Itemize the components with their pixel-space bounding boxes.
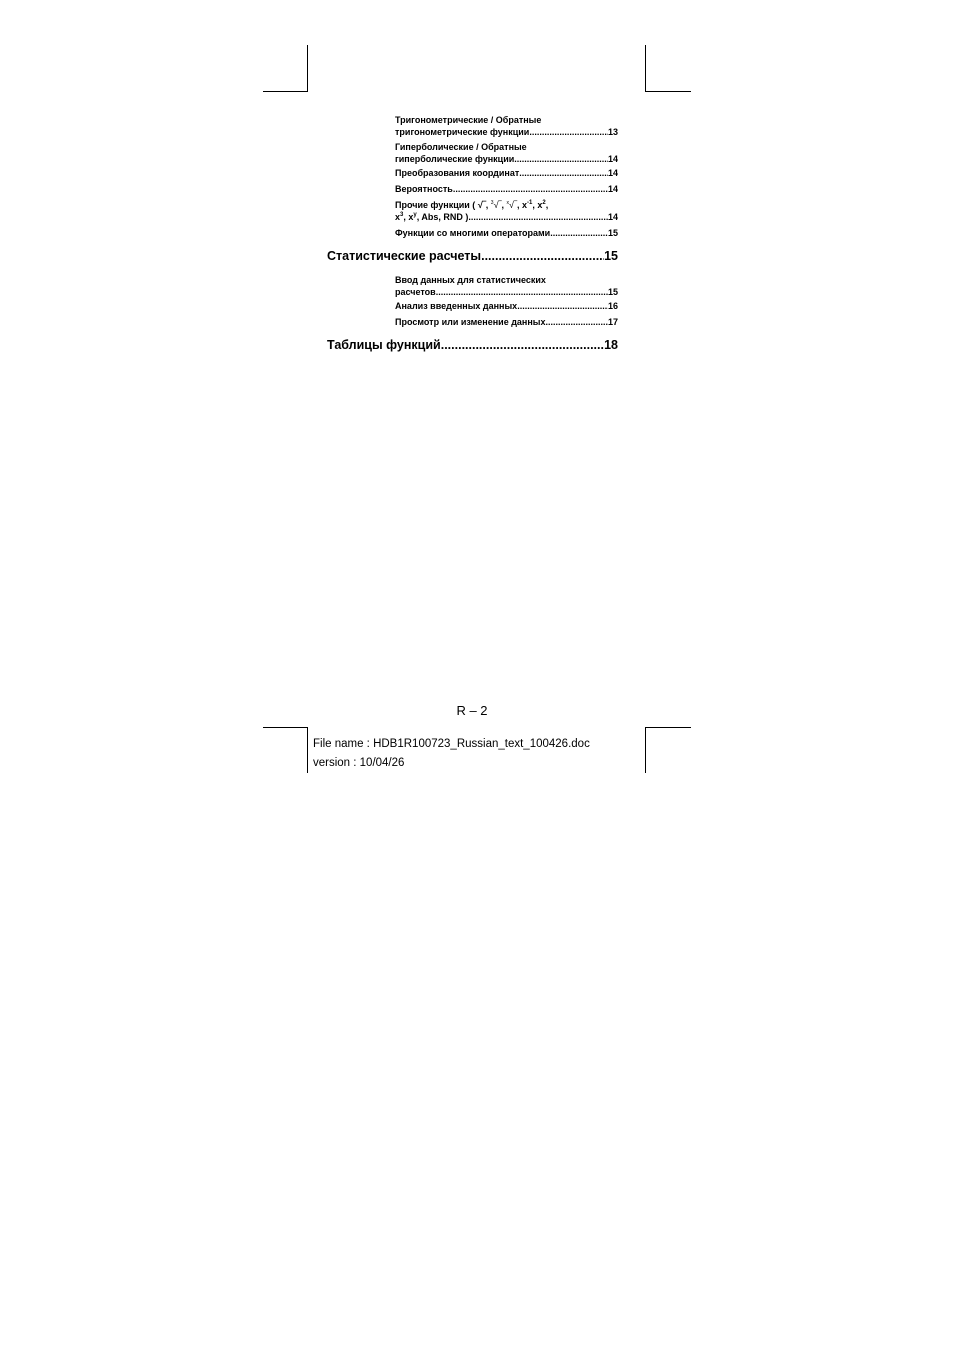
toc-entry-other-line1: Прочие функции ( √‾, $^3$√‾, $^x$√‾, $x^{-1}$, $x^2$, [395,200,549,210]
toc-entry-hyp-line2: гиперболические функции [395,154,515,164]
toc-entry-hyp-line1: Гиперболические / Обратные [395,142,527,152]
toc-entry-prob-page: 14 [607,184,618,194]
xsq-base: x [537,200,543,210]
toc-entry-trig [395,114,618,138]
toc-leader-dots [546,316,608,328]
toc-leader-dots [550,227,608,239]
toc-entry-prob [395,183,618,195]
xinv-exp: -1 [526,200,533,206]
xroot-symbol: √‾ [509,200,517,210]
toc-entry-view-page: 17 [607,317,618,327]
toc-entry-stat [327,248,618,264]
xpow-base: x [408,212,414,222]
toc-entry-tables-page: 18 [604,338,618,352]
toc-entry-input-line1: Ввод данных для статистических [395,275,546,285]
toc-leader-dots [517,300,608,312]
toc-entry-prob-text: Вероятность [395,184,453,194]
toc-entry-multi-text: Функции со многими операторами [395,228,551,238]
toc-entry-stat-page: 15 [604,249,618,263]
xsq-exp: 2 [542,200,546,206]
toc-entry-tables-text: Таблицы функций [327,338,441,352]
toc-leader-dots [529,126,608,138]
crop-mark-bottom-right-v [645,727,646,773]
toc-entry-multi [395,227,618,239]
toc-entry-coord-page: 14 [607,168,618,178]
toc-entry-other-page: 14 [607,212,618,222]
toc-entry-tables [327,337,618,353]
footer-version: version : 10/04/26 [313,757,405,769]
crop-mark-bottom-left-h [263,727,308,728]
toc-entry-stat-text: Статистические расчеты [327,249,482,263]
footer-filename: File name : HDB1R100723_Russian_text_100426.doc [313,738,590,750]
xcube-exp: 3 [400,212,404,218]
toc-entry-other-line2: $x^3$, $x^y$, Abs, RND ) [395,212,469,222]
toc-entry-trig-line2: тригонометрические функции [395,127,530,137]
toc-entry-coord [395,167,618,179]
toc-leader-dots [481,248,604,264]
xinv-base: x [521,200,527,210]
crop-mark-bottom-left-v [307,727,308,773]
toc-entry-trig-page: 13 [607,127,618,137]
toc-entry-multi-page: 15 [607,228,618,238]
toc-entry-input-line2: расчетов [395,287,436,297]
toc-entry-other-prefix: Прочие функции ( [395,200,476,210]
sqrt-symbol: √‾ [477,200,486,210]
table-of-contents [0,0,954,400]
xcube-base: x [395,212,401,222]
toc-entry-input-page: 15 [607,287,618,297]
toc-entry-analysis [395,300,618,312]
toc-entry-view [395,316,618,328]
toc-leader-dots [441,337,604,353]
toc-leader-dots [514,153,608,165]
toc-entry-analysis-page: 16 [607,301,618,311]
toc-leader-dots [519,167,608,179]
toc-leader-dots [453,183,608,195]
cbrt-index: 3 [490,200,494,206]
toc-entry-analysis-text: Анализ введенных данных [395,301,518,311]
toc-leader-dots [468,211,608,223]
toc-entry-hyp [395,141,618,165]
toc-entry-view-text: Просмотр или изменение данных [395,317,546,327]
xroot-index: x [506,200,510,206]
toc-entry-other [395,199,618,223]
toc-entry-other-tail: , Abs, RND ) [416,212,469,222]
toc-leader-dots [436,286,608,298]
toc-entry-input [395,274,618,298]
xpow-exp: y [413,212,417,218]
toc-entry-coord-text: Преобразования координат [395,168,520,178]
cbrt-symbol: √‾ [493,200,502,210]
page-number: R – 2 [456,703,488,718]
toc-entry-hyp-page: 14 [607,154,618,164]
toc-entry-trig-line1: Тригонометрические / Обратные [395,115,542,125]
crop-mark-bottom-right-h [645,727,691,728]
